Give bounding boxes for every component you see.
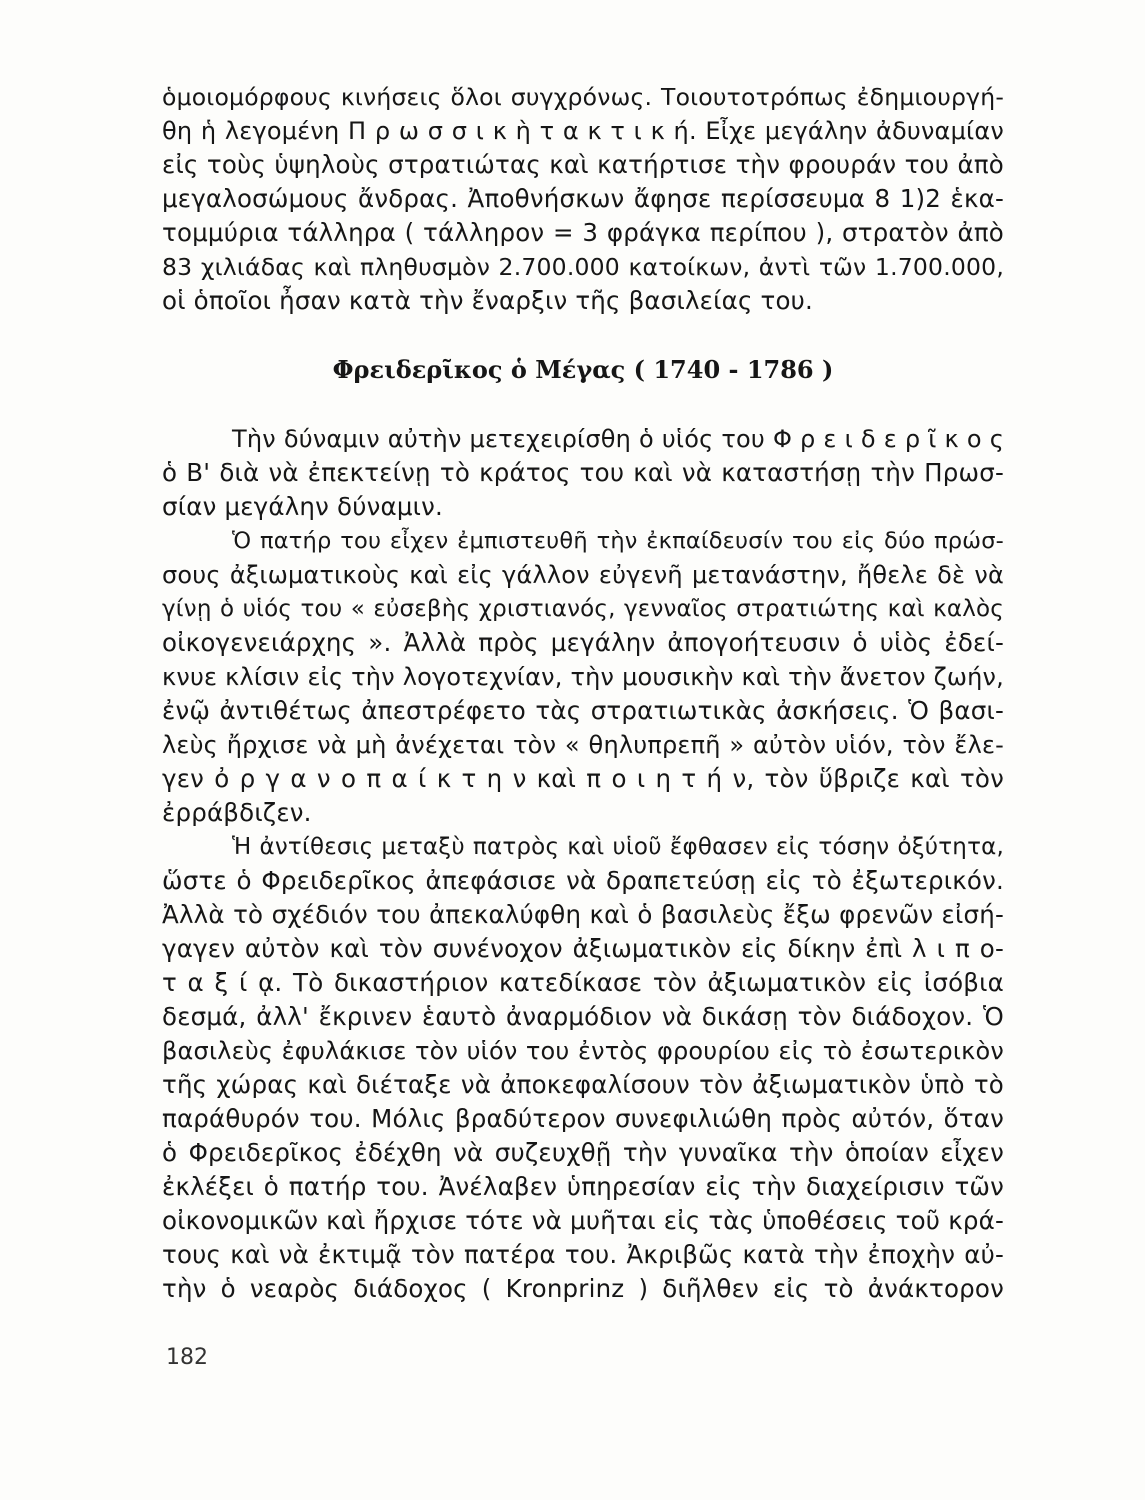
text-line: θη ἡ λεγομένη Π ρ ω σ σ ι κ ὴ τ α κ τ ι κ ή. Εἶχε μεγάλην ἀδυναμίαν	[162, 117, 1004, 145]
text-line: ἐνῷ ἀντιθέτως ἀπεστρέφετο τὰς στρατιωτικὰς ἀσκήσεις. Ὁ βασι-	[162, 696, 1004, 725]
text-line: ὁμοιομόρφους κινήσεις ὅλοι συγχρόνως. Τοιουτοτρόπως ἐδημιουργή-	[162, 83, 1004, 111]
text-line: γαγεν αὐτὸν καὶ τὸν συνένοχον ἀξιωματικὸν εἰς δίκην ἐπὶ λ ι π ο-	[162, 934, 1004, 963]
text-line: Τὴν δύναμιν αὐτὴν μετεχειρίσθη ὁ υἱός του Φ ρ ε ι δ ε ρ ῖ κ ο ς	[232, 425, 1004, 453]
text-line: σους ἀξιωματικοὺς καὶ εἰς γάλλον εὐγενῆ μετανάστην, ἤθελε δὲ νὰ	[162, 561, 1004, 589]
text-line: τ α ξ ί ᾳ. Τὸ δικαστήριον κατεδίκασε τὸν ἀξιωματικὸν εἰς ἰσόβια	[162, 968, 1004, 997]
text-line: κνυε κλίσιν εἰς τὴν λογοτεχνίαν, τὴν μουσικὴν καὶ τὴν ἄνετον ζωήν,	[162, 663, 1004, 691]
text-line: βασιλεὺς ἐφυλάκισε τὸν υἱόν του ἐντὸς φρουρίου εἰς τὸ ἐσωτερικὸν	[162, 1037, 1004, 1065]
text-line: τῆς χώρας καὶ διέταξε νὰ ἀποκεφαλίσουν τὸν ἀξιωματικὸν ὑπὸ τὸ	[162, 1070, 1004, 1099]
text-line: γεν ὀ ρ γ α ν ο π α ί κ τ η ν καὶ π ο ι η τ ή ν, τὸν ὕβριζε καὶ τὸν	[162, 764, 1004, 793]
text-line: εἰς τοὺς ὑψηλοὺς στρατιώτας καὶ κατήρτισε τὴν φρουράν του ἀπὸ	[162, 150, 1004, 179]
text-line: ὁ Β' διὰ νὰ ἐπεκτείνῃ τὸ κράτος του καὶ νὰ καταστήσῃ τὴν Πρωσ-	[162, 458, 1004, 487]
text-line: μεγαλοσώμους ἄνδρας. Ἀποθνήσκων ἄφησε περίσσευμα 8 1)2 ἑκα-	[162, 184, 1004, 213]
text-line: οἰκονομικῶν καὶ ἤρχισε τότε νὰ μυῆται εἰς τὰς ὑποθέσεις τοῦ κρά-	[162, 1206, 1004, 1235]
text-line: δεσμά, ἀλλ' ἔκρινεν ἑαυτὸ ἀναρμόδιον νὰ δικάσῃ τὸν διάδοχον. Ὁ	[162, 1002, 1004, 1031]
text-line: Ἀλλὰ τὸ σχέδιόν του ἀπεκαλύφθη καὶ ὁ βασιλεὺς ἔξω φρενῶν εἰσή-	[162, 900, 1004, 929]
text-line: παράθυρόν του. Μόλις βραδύτερον συνεφιλιώθη πρὸς αὐτόν, ὅταν	[162, 1104, 1004, 1133]
text-line: λεὺς ἤρχισε νὰ μὴ ἀνέχεται τὸν « θηλυπρεπῆ » αὐτὸν υἱόν, τὸν ἔλε-	[162, 731, 1004, 759]
text-line: σίαν μεγάλην δύναμιν.	[162, 492, 443, 521]
text-line: Ἡ ἀντίθεσις μεταξὺ πατρὸς καὶ υἱοῦ ἔφθασεν εἰς τόσην ὀξύτητα,	[232, 834, 1004, 860]
text-line: ὥστε ὁ Φρειδερῖκος ἀπεφάσισε νὰ δραπετεύσῃ εἰς τὸ ἐξωτερικόν.	[162, 866, 1004, 895]
text-line: Ὁ πατήρ του εἶχεν ἐμπιστευθῆ τὴν ἐκπαίδευσίν του εἰς δύο πρώσ-	[232, 528, 1004, 554]
page-number: 182	[166, 1345, 208, 1370]
text-line: ἐκλέξει ὁ πατήρ του. Ἀνέλαβεν ὑπηρεσίαν εἰς τὴν διαχείρισιν τῶν	[162, 1172, 1004, 1201]
text-line: γίνῃ ὁ υἱός του « εὐσεβὴς χριστιανός, γενναῖος στρατιώτης καὶ καλὸς	[162, 596, 1004, 622]
text-line: ἐρράβδιζεν.	[162, 798, 312, 827]
text-line: τους καὶ νὰ ἐκτιμᾷ τὸν πατέρα του. Ἀκριβῶς κατὰ τὴν ἐποχὴν αὐ-	[162, 1240, 1004, 1269]
text-line: τὴν ὁ νεαρὸς διάδοχος ( Kronprinz ) διῆλθεν εἰς τὸ ἀνάκτορον	[162, 1274, 1004, 1303]
text-line: οἱ ὁποῖοι ἦσαν κατὰ τὴν ἔναρξιν τῆς βασιλείας του.	[162, 286, 814, 315]
text-line: τομμύρια τάλληρα ( τάλληρον = 3 φράγκα περίπου ), στρατὸν ἀπὸ	[162, 218, 1004, 247]
text-line: οἰκογενειάρχης ». Ἀλλὰ πρὸς μεγάλην ἀπογοήτευσιν ὁ υἱὸς ἐδεί-	[162, 628, 1004, 657]
text-line: ὁ Φρειδερῖκος ἐδέχθη νὰ συζευχθῇ τὴν γυναῖκα τὴν ὁποίαν εἶχεν	[162, 1138, 1004, 1167]
section-heading: Φρειδερῖκος ὁ Μέγας ( 1740 - 1786 )	[332, 355, 834, 384]
text-line: 83 χιλιάδας καὶ πληθυσμὸν 2.700.000 κατοίκων, ἀντὶ τῶν 1.700.000,	[162, 253, 1004, 281]
